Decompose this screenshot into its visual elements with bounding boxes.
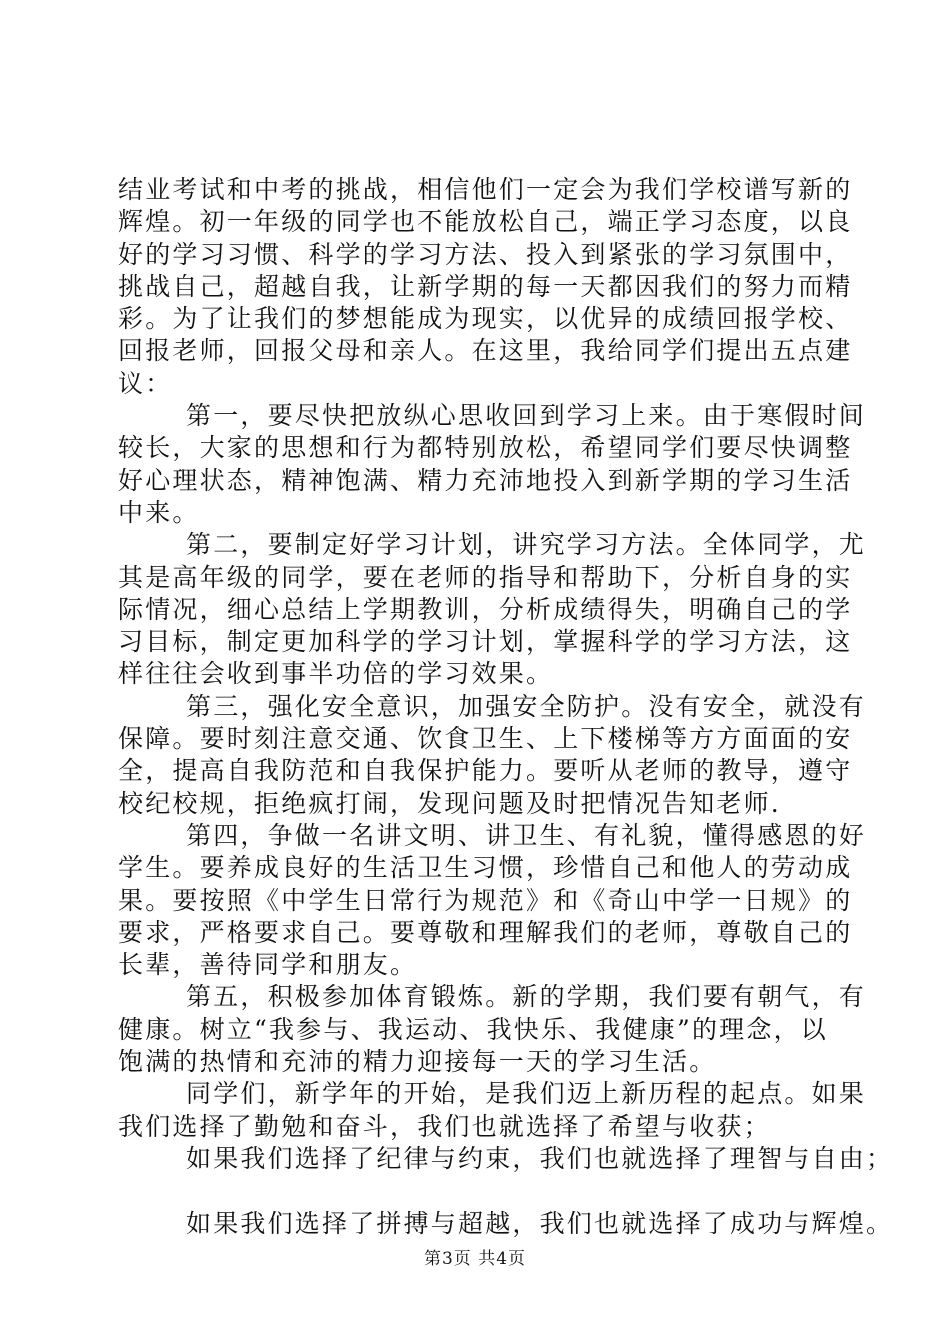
text-line: 彩。为了让我们的梦想能成为现实，以优异的成绩回报学校、 (118, 304, 853, 334)
paragraph-first-line: 第四，争做一名讲文明、讲卫生、有礼貌，懂得感恩的好 (186, 820, 867, 850)
text-line: 结业考试和中考的挑战，相信他们一定会为我们学校谱写新的 (118, 175, 853, 204)
text-line: 好心理状态，精神饱满、精力充沛地投入到新学期的学习生活 (118, 465, 853, 495)
text-line: 挑战自己，超越自我，让新学期的每一天都因我们的努力而精 (118, 271, 853, 301)
text-line: 校纪校规，拒绝疯打闹，发现问题及时把情况告知老师. (118, 788, 781, 818)
paragraph-first-line: 同学们，新学年的开始，是我们迈上新历程的起点。如果 (186, 1079, 867, 1109)
blank-line (118, 1175, 838, 1207)
text-line: 际情况，细心总结上学期教训，分析成绩得失，明确自己的学 (118, 594, 853, 624)
body-text (118, 174, 894, 1240)
text-line: 我们选择了勤勉和奋斗，我们也就选择了希望与收获； (118, 1111, 771, 1141)
text-line: 样往往会收到事半功倍的学习效果。 (118, 659, 554, 689)
paragraph-first-line: 第三，强化安全意识，加强安全防护。没有安全，就没有 (186, 691, 867, 721)
paragraph-first-line: 第一，要尽快把放纵心思收回到学习上来。由于寒假时间 (186, 401, 867, 431)
text-line: 饱满的热情和充沛的精力迎接每一天的学习生活。 (118, 1047, 717, 1077)
text-line: 好的学习习惯、科学的学习方法、投入到紧张的学习氛围中， (118, 239, 853, 269)
text-line: 辉煌。初一年级的同学也不能放松自己，端正学习态度，以良 (118, 207, 853, 237)
text-line: 保障。要时刻注意交通、饮食卫生、上下楼梯等方方面面的安 (118, 724, 853, 754)
paragraph-first-line: 如果我们选择了纪律与约束，我们也就选择了理智与自由； (186, 1143, 894, 1173)
page-number-footer: 第3页 共4页 (423, 1249, 527, 1269)
text-line: 习目标，制定更加科学的学习计划，掌握科学的学习方法，这 (118, 627, 853, 657)
text-line: 中来。 (118, 497, 200, 527)
paragraph-first-line: 如果我们选择了拼搏与超越，我们也就选择了成功与辉煌。 (186, 1208, 894, 1238)
text-line: 全，提高自我防范和自我保护能力。要听从老师的教导，遵守 (118, 756, 853, 786)
text-line: 议： (118, 368, 173, 398)
text-line: 较长，大家的思想和行为都特别放松，希望同学们要尽快调整 (118, 433, 853, 463)
paragraph-first-line: 第二，要制定好学习计划，讲究学习方法。全体同学，尤 (186, 530, 867, 560)
text-line: 学生。要养成良好的生活卫生习惯，珍惜自己和他人的劳动成 (118, 853, 853, 883)
paragraph-first-line: 第五，积极参加体育锻炼。新的学期，我们要有朝气，有 (186, 982, 867, 1012)
text-line: 回报老师，回报父母和亲人。在这里，我给同学们提出五点建 (118, 336, 853, 366)
text-line: 果。要按照《中学生日常行为规范》和《奇山中学一日规》的 (118, 885, 853, 915)
text-line: 其是高年级的同学，要在老师的指导和帮助下，分析自身的实 (118, 562, 853, 592)
text-line: 长辈，善待同学和朋友。 (118, 950, 418, 980)
text-line: 健康。树立“我参与、我运动、我快乐、我健康”的理念，以 (118, 1014, 828, 1044)
text-line: 要求，严格要求自己。要尊敬和理解我们的老师，尊敬自己的 (118, 917, 853, 947)
